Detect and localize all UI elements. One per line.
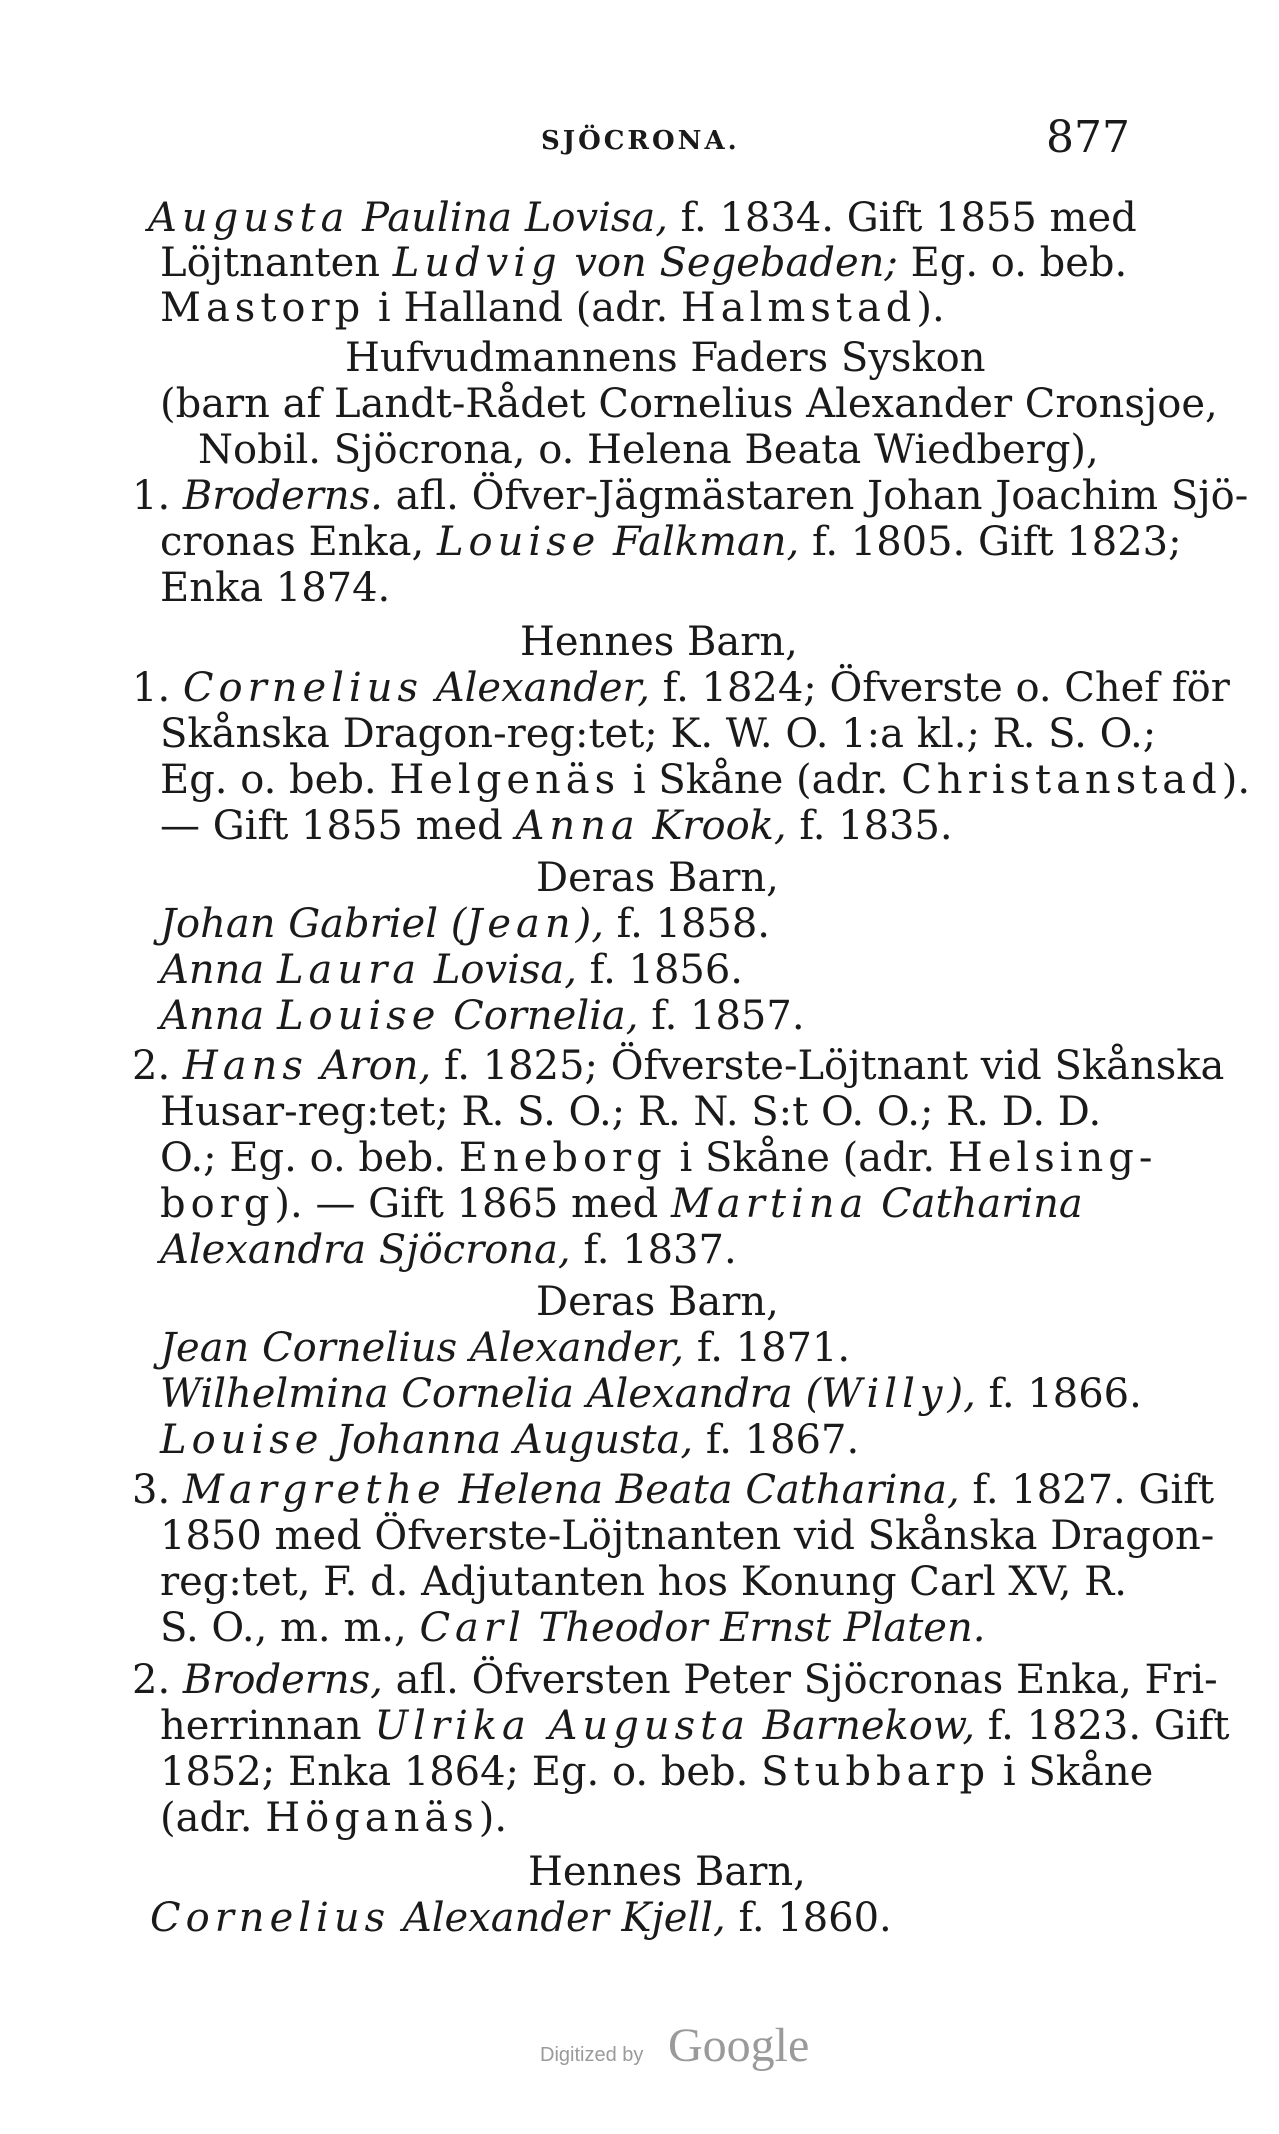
text-line: Husar-reg:tet; R. S. O.; R. N. S:t O. O.; R. D. D. <box>160 1089 1102 1135</box>
text-line: O.; Eg. o. beb. Eneborg i Skåne (adr. Helsing- <box>160 1135 1158 1181</box>
text-line: 2. Broderns, afl. Öfversten Peter Sjöcronas Enka, Fri- <box>132 1657 1218 1703</box>
text-line: Eg. o. beb. Helgenäs i Skåne (adr. Christanstad). <box>160 757 1251 803</box>
text-line: 1852; Enka 1864; Eg. o. beb. Stubbarp i Skåne <box>160 1749 1154 1795</box>
sub-heading: Deras Barn, <box>536 1279 779 1325</box>
sub-heading: Deras Barn, <box>536 855 779 901</box>
text-line: 1. Broderns. afl. Öfver-Jägmästaren Johan Joachim Sjö- <box>132 473 1249 519</box>
text-line: Nobil. Sjöcrona, o. Helena Beata Wiedberg), <box>198 427 1099 473</box>
text-line: Skånska Dragon-reg:tet; K. W. O. 1:a kl.; R. S. O.; <box>160 711 1157 757</box>
text-line: Anna Louise Cornelia, f. 1857. <box>160 993 805 1039</box>
digitized-watermark <box>540 2019 840 2082</box>
text-line: 1. Cornelius Alexander, f. 1824; Öfverste o. Chef för <box>132 665 1230 711</box>
sub-heading: Hennes Barn, <box>528 1849 806 1895</box>
page-header <box>0 112 1279 172</box>
text-line: herrinnan Ulrika Augusta Barnekow, f. 1823. Gift <box>160 1703 1230 1749</box>
text-line: 2. Hans Aron, f. 1825; Öfverste-Löjtnant vid Skånska <box>132 1043 1225 1089</box>
running-head: SJÖCRONA. <box>541 126 740 156</box>
text-line: Mastorp i Halland (adr. Halmstad). <box>160 285 945 331</box>
text-line: 3. Margrethe Helena Beata Catharina, f. 1827. Gift <box>132 1467 1215 1513</box>
text-line: Löjtnanten Ludvig von Segebaden; Eg. o. beb. <box>160 240 1128 286</box>
text-line: reg:tet, F. d. Adjutanten hos Konung Carl XV, R. <box>160 1559 1127 1605</box>
text-line: cronas Enka, Louise Falkman, f. 1805. Gift 1823; <box>160 519 1182 565</box>
text-line: Anna Laura Lovisa, f. 1856. <box>160 947 744 993</box>
text-line: borg). — Gift 1865 med Martina Catharina <box>160 1181 1083 1227</box>
text-line: Enka 1874. <box>160 565 391 611</box>
google-logo: Google <box>668 2019 810 2072</box>
text-line: Alexandra Sjöcrona, f. 1837. <box>160 1227 737 1273</box>
text-line: Wilhelmina Cornelia Alexandra (Willy), f. 1866. <box>160 1371 1142 1417</box>
text-line: Augusta Paulina Lovisa, f. 1834. Gift 1855 med <box>148 195 1137 241</box>
section-heading: Hufvudmannens Faders Syskon <box>345 335 986 381</box>
text-line: Cornelius Alexander Kjell, f. 1860. <box>150 1895 892 1941</box>
text-line: Louise Johanna Augusta, f. 1867. <box>160 1417 860 1463</box>
text-line: Johan Gabriel (Jean), f. 1858. <box>160 901 771 947</box>
text-line: 1850 med Öfverste-Löjtnanten vid Skånska Dragon- <box>160 1513 1215 1559</box>
page-number: 877 <box>1046 112 1130 163</box>
text-line: Jean Cornelius Alexander, f. 1871. <box>160 1325 851 1371</box>
text-line: (adr. Höganäs). <box>160 1795 508 1841</box>
watermark-prefix: Digitized by <box>540 2044 644 2066</box>
text-line: — Gift 1855 med Anna Krook, f. 1835. <box>160 803 953 849</box>
text-line: S. O., m. m., Carl Theodor Ernst Platen. <box>160 1605 986 1651</box>
text-line: (barn af Landt-Rådet Cornelius Alexander Cronsjoe, <box>160 381 1218 427</box>
sub-heading: Hennes Barn, <box>520 619 798 665</box>
